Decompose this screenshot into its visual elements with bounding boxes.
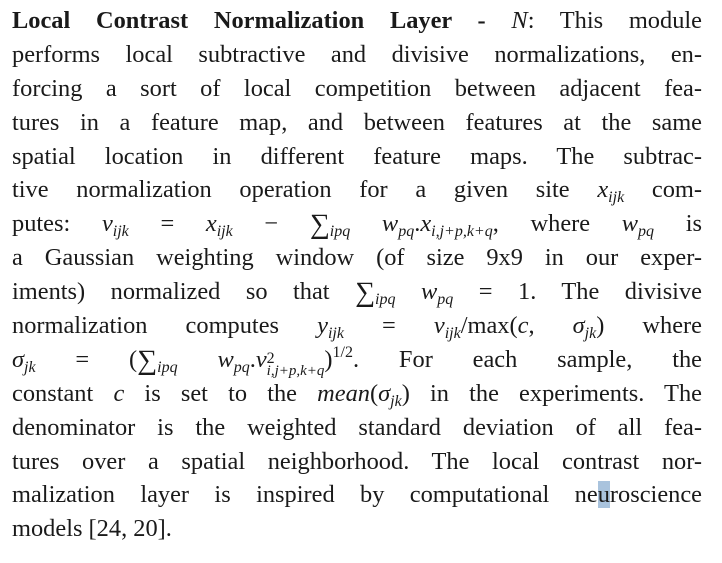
summation-symbol: ∑ <box>309 209 330 241</box>
line-9-end: . The divisive <box>530 278 702 306</box>
math-close-paren: ) <box>596 312 605 340</box>
math-subscript: pq <box>437 291 454 309</box>
math-minus: − <box>232 210 310 238</box>
paragraph <box>12 4 702 546</box>
paragraph-line-6 <box>12 173 702 207</box>
math-dot: . <box>249 345 256 373</box>
math-subscript: jk <box>390 392 402 410</box>
paragraph-line-3: forcing a sort of local competition between adjacent fea- <box>12 74 702 102</box>
math-subscript: ipq <box>375 291 396 309</box>
math-sigma: σ <box>12 345 25 373</box>
math-sigma: σ <box>572 312 585 340</box>
paragraph-line-16: models [24, 20]. <box>12 515 172 543</box>
title-separator: - <box>451 7 512 34</box>
line-6-text: tive normalization operation for a given site <box>12 176 570 204</box>
math-subscript: jk <box>584 325 597 343</box>
line-1-text: : This module <box>527 7 702 34</box>
paragraph-line-9 <box>12 275 702 309</box>
math-subscript: ijk <box>216 223 233 241</box>
math-max: /max( <box>460 312 518 340</box>
math-subscript: ijk <box>327 325 344 343</box>
paragraph-line-7 <box>12 207 702 241</box>
math-w: w <box>217 345 234 373</box>
math-sigma: σ <box>378 379 391 407</box>
paragraph-line-12 <box>12 377 702 411</box>
math-subscript: pq <box>398 223 415 241</box>
math-subscript: jk <box>24 358 36 376</box>
math-y: y <box>317 312 328 340</box>
line-7-where: , where <box>492 210 622 238</box>
paragraph-line-2: performs local subtractive and divisive normalizations, en- <box>12 40 702 68</box>
math-w: w <box>621 210 639 238</box>
math-x: x <box>420 210 432 238</box>
line-10-end: where <box>604 312 702 340</box>
line-6-end: com- <box>624 176 702 204</box>
line-9-start: iments) normalized so that <box>12 278 356 306</box>
math-close-paren: ) <box>401 379 410 407</box>
line-15-end: roscience <box>609 481 702 509</box>
math-v: v <box>433 312 445 340</box>
math-subscript: ipq <box>157 358 178 376</box>
line-12-start: constant <box>12 379 114 407</box>
section-title: Local Contrast Normalization Layer <box>12 7 452 34</box>
math-equals: = <box>343 312 434 340</box>
math-x: x <box>205 210 217 238</box>
math-subscript: ijk <box>444 325 461 343</box>
math-mean: mean <box>317 379 370 407</box>
math-c: c <box>113 379 125 407</box>
math-equals-one: = 1 <box>453 278 531 306</box>
line-11-end: . For each sample, the <box>352 345 703 373</box>
line-12-end: in the experiments. The <box>409 379 702 407</box>
math-subscript: i,j+p,k+q <box>266 362 325 379</box>
math-equals: = <box>128 210 206 238</box>
text-selection-highlight: u <box>597 481 610 509</box>
line-12-mid: is set to the <box>124 379 318 407</box>
paragraph-line-5: spatial location in different feature maps. The subtrac- <box>12 142 702 170</box>
math-subsup <box>266 349 325 379</box>
math-subscript: ijk <box>112 223 129 241</box>
math-w: w <box>381 210 399 238</box>
paragraph-line-8: a Gaussian weighting window (of size 9x9 in our exper- <box>12 244 702 272</box>
paragraph-line-1 <box>12 4 702 38</box>
summation-symbol: ∑ <box>137 344 158 376</box>
line-7-end: is <box>654 210 702 238</box>
paragraph-line-11 <box>12 343 702 377</box>
summation-symbol: ∑ <box>355 277 376 309</box>
math-superscript: 2 <box>266 349 275 367</box>
math-x: x <box>597 176 609 204</box>
paragraph-line-4: tures in a feature map, and between features at the same <box>12 108 702 136</box>
line-7-start: putes: <box>12 210 102 238</box>
math-subscript: ipq <box>329 223 351 241</box>
math-subscript: pq <box>638 223 655 241</box>
math-open-paren: ( <box>370 379 379 407</box>
math-dot: . <box>414 210 421 238</box>
math-v: v <box>101 210 113 238</box>
line-15-start: malization layer is inspired by computational ne <box>12 481 598 509</box>
math-subscript: ijk <box>608 189 625 207</box>
math-equals-open: = ( <box>35 345 138 373</box>
paragraph-line-15 <box>12 478 702 512</box>
math-v: v <box>255 345 267 373</box>
layer-symbol: N <box>511 7 528 34</box>
math-exponent: 1/2 <box>332 343 353 361</box>
paragraph-line-14: tures over a spatial neighborhood. The local contrast nor- <box>12 447 702 475</box>
paragraph-line-10 <box>12 309 702 343</box>
math-comma: , <box>528 312 573 340</box>
math-subscript: i,j+p,k+q <box>431 223 493 241</box>
math-w: w <box>421 278 438 306</box>
paragraph-line-13: denominator is the weighted standard deviation of all fea- <box>12 413 702 441</box>
math-subscript: pq <box>233 358 250 376</box>
math-c: c <box>517 312 529 340</box>
line-10-start: normalization computes <box>12 312 318 340</box>
math-close-paren: ) <box>324 345 333 373</box>
